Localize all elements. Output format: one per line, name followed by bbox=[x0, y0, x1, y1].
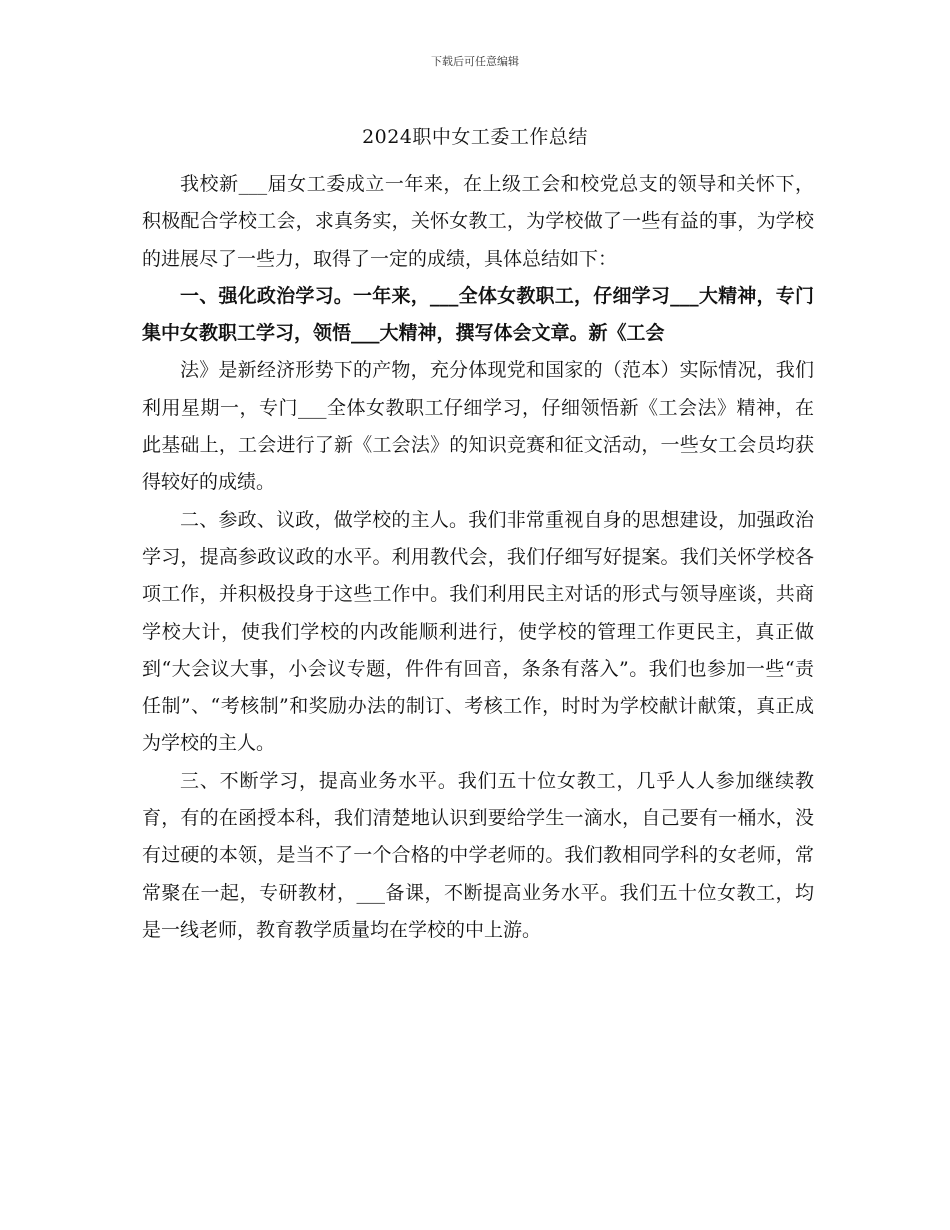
paragraph-section-3: 三、不断学习，提高业务水平。我们五十位女教工，几乎人人参加继续教育，有的在函授本科，我们清楚地认识到要给学生一滴水，自己要有一桶水，没有过硬的本领，是当不了一个合格的中学老师的。我们教相同学科的女老师，常常聚在一起，专研教材，___备课，不断提高业务水平。我们五十位女教工，均是一线老师，教育教学质量均在学校的中上游。 bbox=[142, 769, 814, 941]
page-header: 下载后可任意编辑 bbox=[431, 55, 519, 68]
document-title: 2024职中女工委工作总结 bbox=[362, 126, 588, 148]
paragraph-section-1-heading: 一、强化政治学习。一年来，___全体女教职工，仔细学习___大精神，专门集中女教职工学习，领悟___大精神，撰写体会文章。新《工会 bbox=[142, 284, 814, 345]
document-body bbox=[142, 166, 814, 949]
paragraph-section-2: 二、参政、议政，做学校的主人。我们非常重视自身的思想建设，加强政治学习，提高参政议政的水平。利用教代会，我们仔细写好提案。我们关怀学校各项工作，并积极投身于这些工作中。我们利用民主对话的形式与领导座谈，共商学校大计，使我们学校的内改能顺利进行，使学校的管理工作更民主，真正做到“大会议大事，小会议专题，件件有回音，条条有落入”。我们也参加一些“责任制”、“考核制”和奖励办法的制订、考核工作，时时为学校献计献策，真正成为学校的主人。 bbox=[142, 508, 814, 755]
paragraph-intro: 我校新___届女工委成立一年来，在上级工会和校党总支的领导和关怀下，积极配合学校工会，求真务实，关怀女教工，为学校做了一些有益的事，为学校的进展尽了一些力，取得了一定的成绩，具体总结如下： bbox=[142, 173, 814, 270]
paragraph-section-1-body: 法》是新经济形势下的产物，充分体现党和国家的（范本）实际情况，我们利用星期一，专门___全体女教职工仔细学习，仔细领悟新《工会法》精神，在此基础上，工会进行了新《工会法》的知识竞赛和征文活动，一些女工会员均获得较好的成绩。 bbox=[142, 359, 814, 494]
